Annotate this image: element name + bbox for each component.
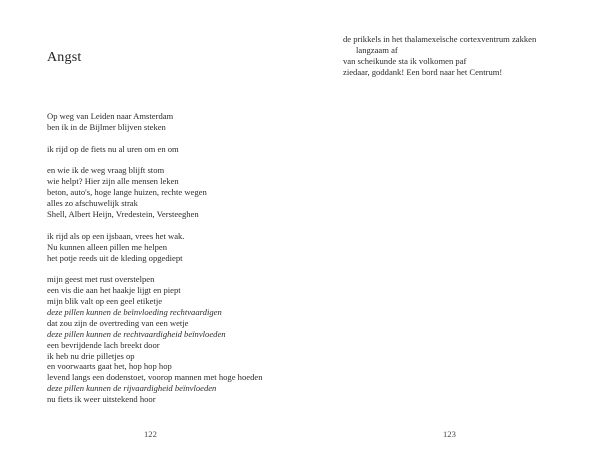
poem-line: ben ik in de Bijlmer blijven steken	[47, 121, 166, 132]
stanza-break	[47, 220, 263, 231]
poem-continuation	[343, 34, 536, 78]
poem-line: levend langs een dodenstoet, voorop mannen met hoge hoeden	[47, 372, 263, 383]
poem-line: deze pillen kunnen de rijvaardigheid beïnvloeden	[47, 383, 217, 394]
poem-line: beton, auto's, hoge lange huizen, rechte wegen	[47, 187, 207, 198]
poem-line: langzaam af	[356, 44, 398, 55]
poem-line: dat zou zijn de overtreding van een wetje	[47, 317, 189, 328]
poem-line: ik rijd op de fiets nu al uren om en om	[47, 143, 179, 154]
poem-line: en wie ik de weg vraag blijft stom	[47, 165, 165, 176]
poem-line: van scheikunde sta ik volkomen paf	[343, 55, 467, 66]
stanza-break	[47, 133, 263, 144]
poem-line: ik rijd als op een ijsbaan, vrees het wak.	[47, 230, 185, 241]
poem-line: mijn blik valt op een geel etiketje	[47, 296, 163, 307]
page-number-right: 123	[443, 429, 456, 439]
poem-line: Op weg van Leiden naar Amsterdam	[47, 111, 174, 121]
poem-body	[47, 111, 263, 405]
poem-line: en voorwaarts gaat het, hop hop hop	[47, 361, 172, 372]
poem-line: mijn geest met rust overstelpen	[47, 274, 155, 285]
stanza-break	[47, 155, 263, 166]
poem-line: ik heb nu drie pilletjes op	[47, 350, 135, 361]
poem-line: alles zo afschuwelijk strak	[47, 198, 138, 209]
poem-line: wie helpt? Hier zijn alle mensen leken	[47, 176, 179, 187]
poem-line: het potje reeds uit de kleding opgediept	[47, 252, 183, 263]
poem-line: Shell, Albert Heijn, Vredestein, Versteeghen	[47, 209, 199, 220]
poem-line: nu fiets ik weer uitstekend hoor	[47, 394, 156, 405]
poem-line: deze pillen kunnen de rechtvaardigheid beïnvloeden	[47, 328, 226, 339]
stanza-break	[47, 263, 263, 274]
poem-line: de prikkels in het thalamexeïsche cortexventrum zakken	[343, 34, 537, 44]
poem-line: deze pillen kunnen de beïnvloeding rechtvaardigen	[47, 307, 222, 318]
poem-title: Angst	[47, 50, 82, 65]
poem-line: een vis die aan het haakje lijgt en piept	[47, 285, 181, 296]
poem-line: een bevrijdende lach breekt door	[47, 339, 160, 350]
page-number-left: 122	[144, 429, 157, 439]
right-page	[300, 0, 600, 471]
poem-line: ziedaar, goddank! Een bord naar het Centrum!	[343, 66, 503, 77]
poem-line: Nu kunnen alleen pillen me helpen	[47, 241, 168, 252]
